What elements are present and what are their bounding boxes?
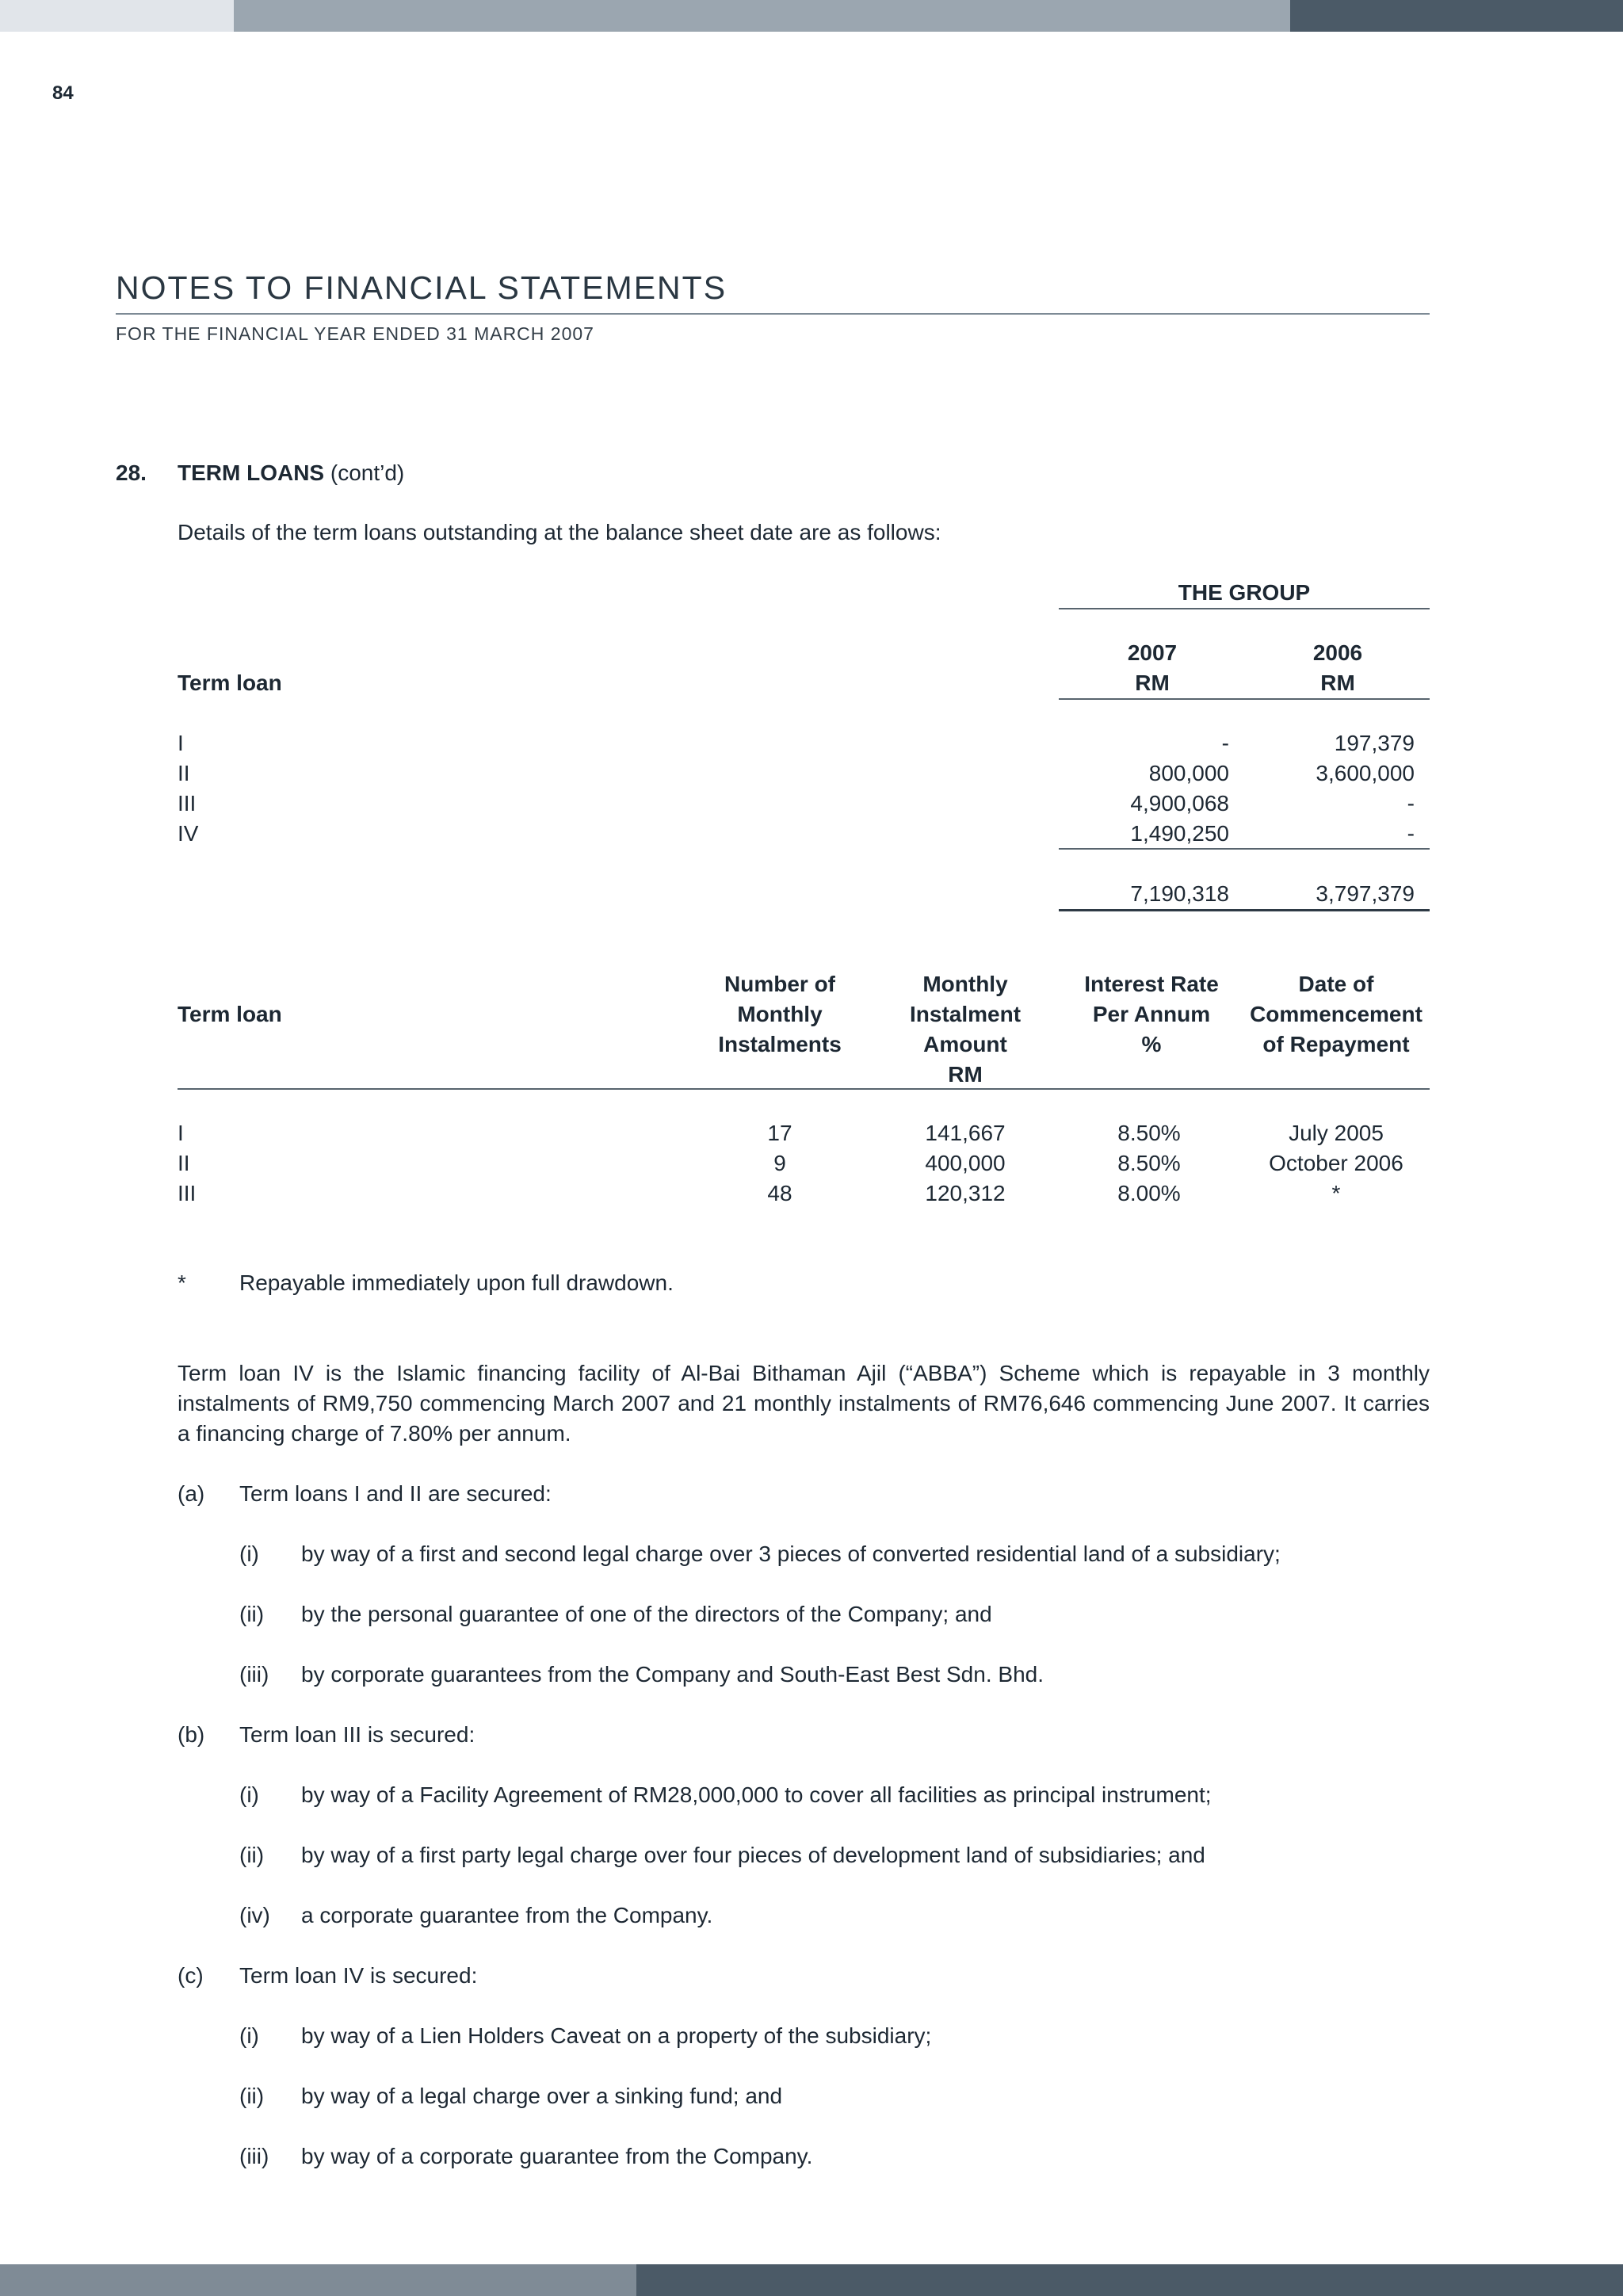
- col-amount-line: Amount: [923, 1032, 1007, 1056]
- top-bar-mid: [234, 0, 1290, 32]
- unit-2006-header: RM: [1320, 670, 1355, 695]
- term-loan-header: Term loan: [178, 670, 282, 695]
- page-subtitle: FOR THE FINANCIAL YEAR ENDED 31 MARCH 2007: [116, 323, 594, 344]
- security-item-label: (i): [239, 1541, 259, 1566]
- security-item-text: by way of a Facility Agreement of RM28,000,000 to cover all facilities as principal instrument;: [301, 1782, 1212, 1807]
- col-instalments-line: Monthly: [737, 1002, 823, 1026]
- subtotal-rule: [1059, 848, 1430, 850]
- col-rate-line: Per Annum: [1092, 1002, 1211, 1026]
- security-item-text: a corporate guarantee from the Company.: [301, 1903, 713, 1927]
- col-instalments-line: Number of: [724, 972, 835, 996]
- col-rate-line: %: [1141, 1032, 1162, 1056]
- table-cell-date: *: [1331, 1181, 1341, 1205]
- year-2007-header: 2007: [1127, 640, 1178, 665]
- year-2006-header: 2006: [1312, 640, 1363, 665]
- security-item-text: by way of a first and second legal charge over 3 pieces of converted residential land of a subsidiary;: [301, 1541, 1281, 1566]
- security-text: Term loan IV is secured:: [239, 1963, 478, 1988]
- top-bar-dark: [1290, 0, 1623, 32]
- security-item-label: (iv): [239, 1903, 270, 1927]
- table-cell-2006: -: [1407, 791, 1415, 816]
- table-cell-2007: 800,000: [1148, 761, 1229, 785]
- intro-text: Details of the term loans outstanding at the balance sheet date are as follows:: [178, 520, 941, 544]
- security-label: (c): [178, 1963, 204, 1988]
- col-amount-line: Monthly: [922, 972, 1008, 996]
- security-text: Term loan III is secured:: [239, 1722, 475, 1747]
- page-title: NOTES TO FINANCIAL STATEMENTS: [116, 269, 727, 306]
- group-rule: [1059, 608, 1430, 609]
- security-item-text: by the personal guarantee of one of the directors of the Company; and: [301, 1602, 992, 1626]
- security-item-label: (iii): [239, 2144, 269, 2168]
- total-rule: [1059, 909, 1430, 911]
- col-amount-line: Instalment: [909, 1002, 1022, 1026]
- abba-paragraph: Term loan IV is the Islamic financing facility of Al-Bai Bithaman Ajil (“ABBA”) Scheme which is repayable in 3 monthly instalments of RM9,750 commencing March 2007 and 21 monthly instalments of RM76,646 commencing June 2007. It carries a financing charge of 7.80% per annum.: [178, 1361, 1430, 1446]
- col-instalments-line: Instalments: [718, 1032, 842, 1056]
- security-item-label: (ii): [239, 2084, 265, 2108]
- security-item-text: by way of a first party legal charge over four pieces of development land of subsidiaries; and: [301, 1843, 1205, 1867]
- security-item-text: by corporate guarantees from the Company and South-East Best Sdn. Bhd.: [301, 1662, 1044, 1687]
- unit-2007-header: RM: [1135, 670, 1170, 695]
- col-date-line: of Repayment: [1262, 1032, 1410, 1056]
- total-2006: 3,797,379: [1316, 881, 1415, 906]
- table-cell-2006: 3,600,000: [1316, 761, 1415, 785]
- security-item-label: (ii): [239, 1843, 265, 1867]
- col-amount-header: [878, 969, 1052, 1090]
- bottom-bar-dark: [636, 2264, 1623, 2296]
- col-date-header: [1241, 969, 1431, 1060]
- group-label: THE GROUP: [1178, 580, 1311, 605]
- table-cell-2007: -: [1221, 731, 1229, 755]
- table-cell-instalments: 17: [767, 1121, 792, 1145]
- total-2007: 7,190,318: [1130, 881, 1229, 906]
- title-divider: [116, 313, 1430, 315]
- table-row-label: II: [178, 761, 190, 785]
- security-item-text: by way of a corporate guarantee from the Company.: [301, 2144, 813, 2168]
- col-instalments-header: [686, 969, 873, 1060]
- footnote-text: Repayable immediately upon full drawdown.: [239, 1270, 674, 1295]
- table-cell-instalments: 9: [773, 1151, 786, 1175]
- table-cell-date: July 2005: [1289, 1121, 1384, 1145]
- table-cell-2007: 4,900,068: [1130, 791, 1229, 816]
- table-row-label: I: [178, 1121, 184, 1145]
- section-heading: [178, 458, 404, 488]
- table-row-label: III: [178, 791, 197, 816]
- table-cell-instalments: 48: [767, 1181, 792, 1205]
- table-cell-amount: 141,667: [925, 1121, 1006, 1145]
- security-item-text: by way of a legal charge over a sinking fund; and: [301, 2084, 783, 2108]
- header-rule: [1059, 698, 1430, 700]
- table-cell-rate: 8.50%: [1117, 1151, 1181, 1175]
- col-date-line: Date of: [1298, 972, 1374, 996]
- security-label: (a): [178, 1481, 205, 1506]
- table-row-label: I: [178, 731, 184, 755]
- col-rate-header: [1062, 969, 1241, 1060]
- table-cell-2007: 1,490,250: [1130, 821, 1229, 846]
- page-number: 84: [52, 82, 74, 104]
- section-suffix: (cont’d): [330, 460, 405, 485]
- security-item-label: (iii): [239, 1662, 269, 1687]
- table-cell-rate: 8.50%: [1117, 1121, 1181, 1145]
- col-rate-line: Interest Rate: [1084, 972, 1219, 996]
- bottom-bar-light: [0, 2264, 636, 2296]
- section-number: 28.: [116, 460, 147, 485]
- table-cell-amount: 120,312: [925, 1181, 1006, 1205]
- table2-header-rule: [178, 1088, 1430, 1090]
- security-item-text: by way of a Lien Holders Caveat on a property of the subsidiary;: [301, 2023, 932, 2048]
- table-row-label: II: [178, 1151, 190, 1175]
- security-item-label: (i): [239, 1782, 259, 1807]
- security-item-label: (ii): [239, 1602, 265, 1626]
- table-row-label: IV: [178, 821, 199, 846]
- col-amount-line: RM: [948, 1062, 983, 1087]
- table-cell-2006: 197,379: [1334, 731, 1415, 755]
- col-date-line: Commencement: [1250, 1002, 1423, 1026]
- security-text: Term loans I and II are secured:: [239, 1481, 552, 1506]
- table-cell-rate: 8.00%: [1117, 1181, 1181, 1205]
- security-label: (b): [178, 1722, 205, 1747]
- security-item-label: (i): [239, 2023, 259, 2048]
- term-loan-header: Term loan: [178, 1002, 282, 1026]
- top-bar-light: [0, 0, 234, 32]
- section-title: TERM LOANS: [178, 460, 325, 485]
- footnote-mark: *: [178, 1270, 186, 1295]
- table-cell-2006: -: [1407, 821, 1415, 846]
- table-row-label: III: [178, 1181, 197, 1205]
- table-cell-amount: 400,000: [925, 1151, 1006, 1175]
- table-cell-date: October 2006: [1269, 1151, 1403, 1175]
